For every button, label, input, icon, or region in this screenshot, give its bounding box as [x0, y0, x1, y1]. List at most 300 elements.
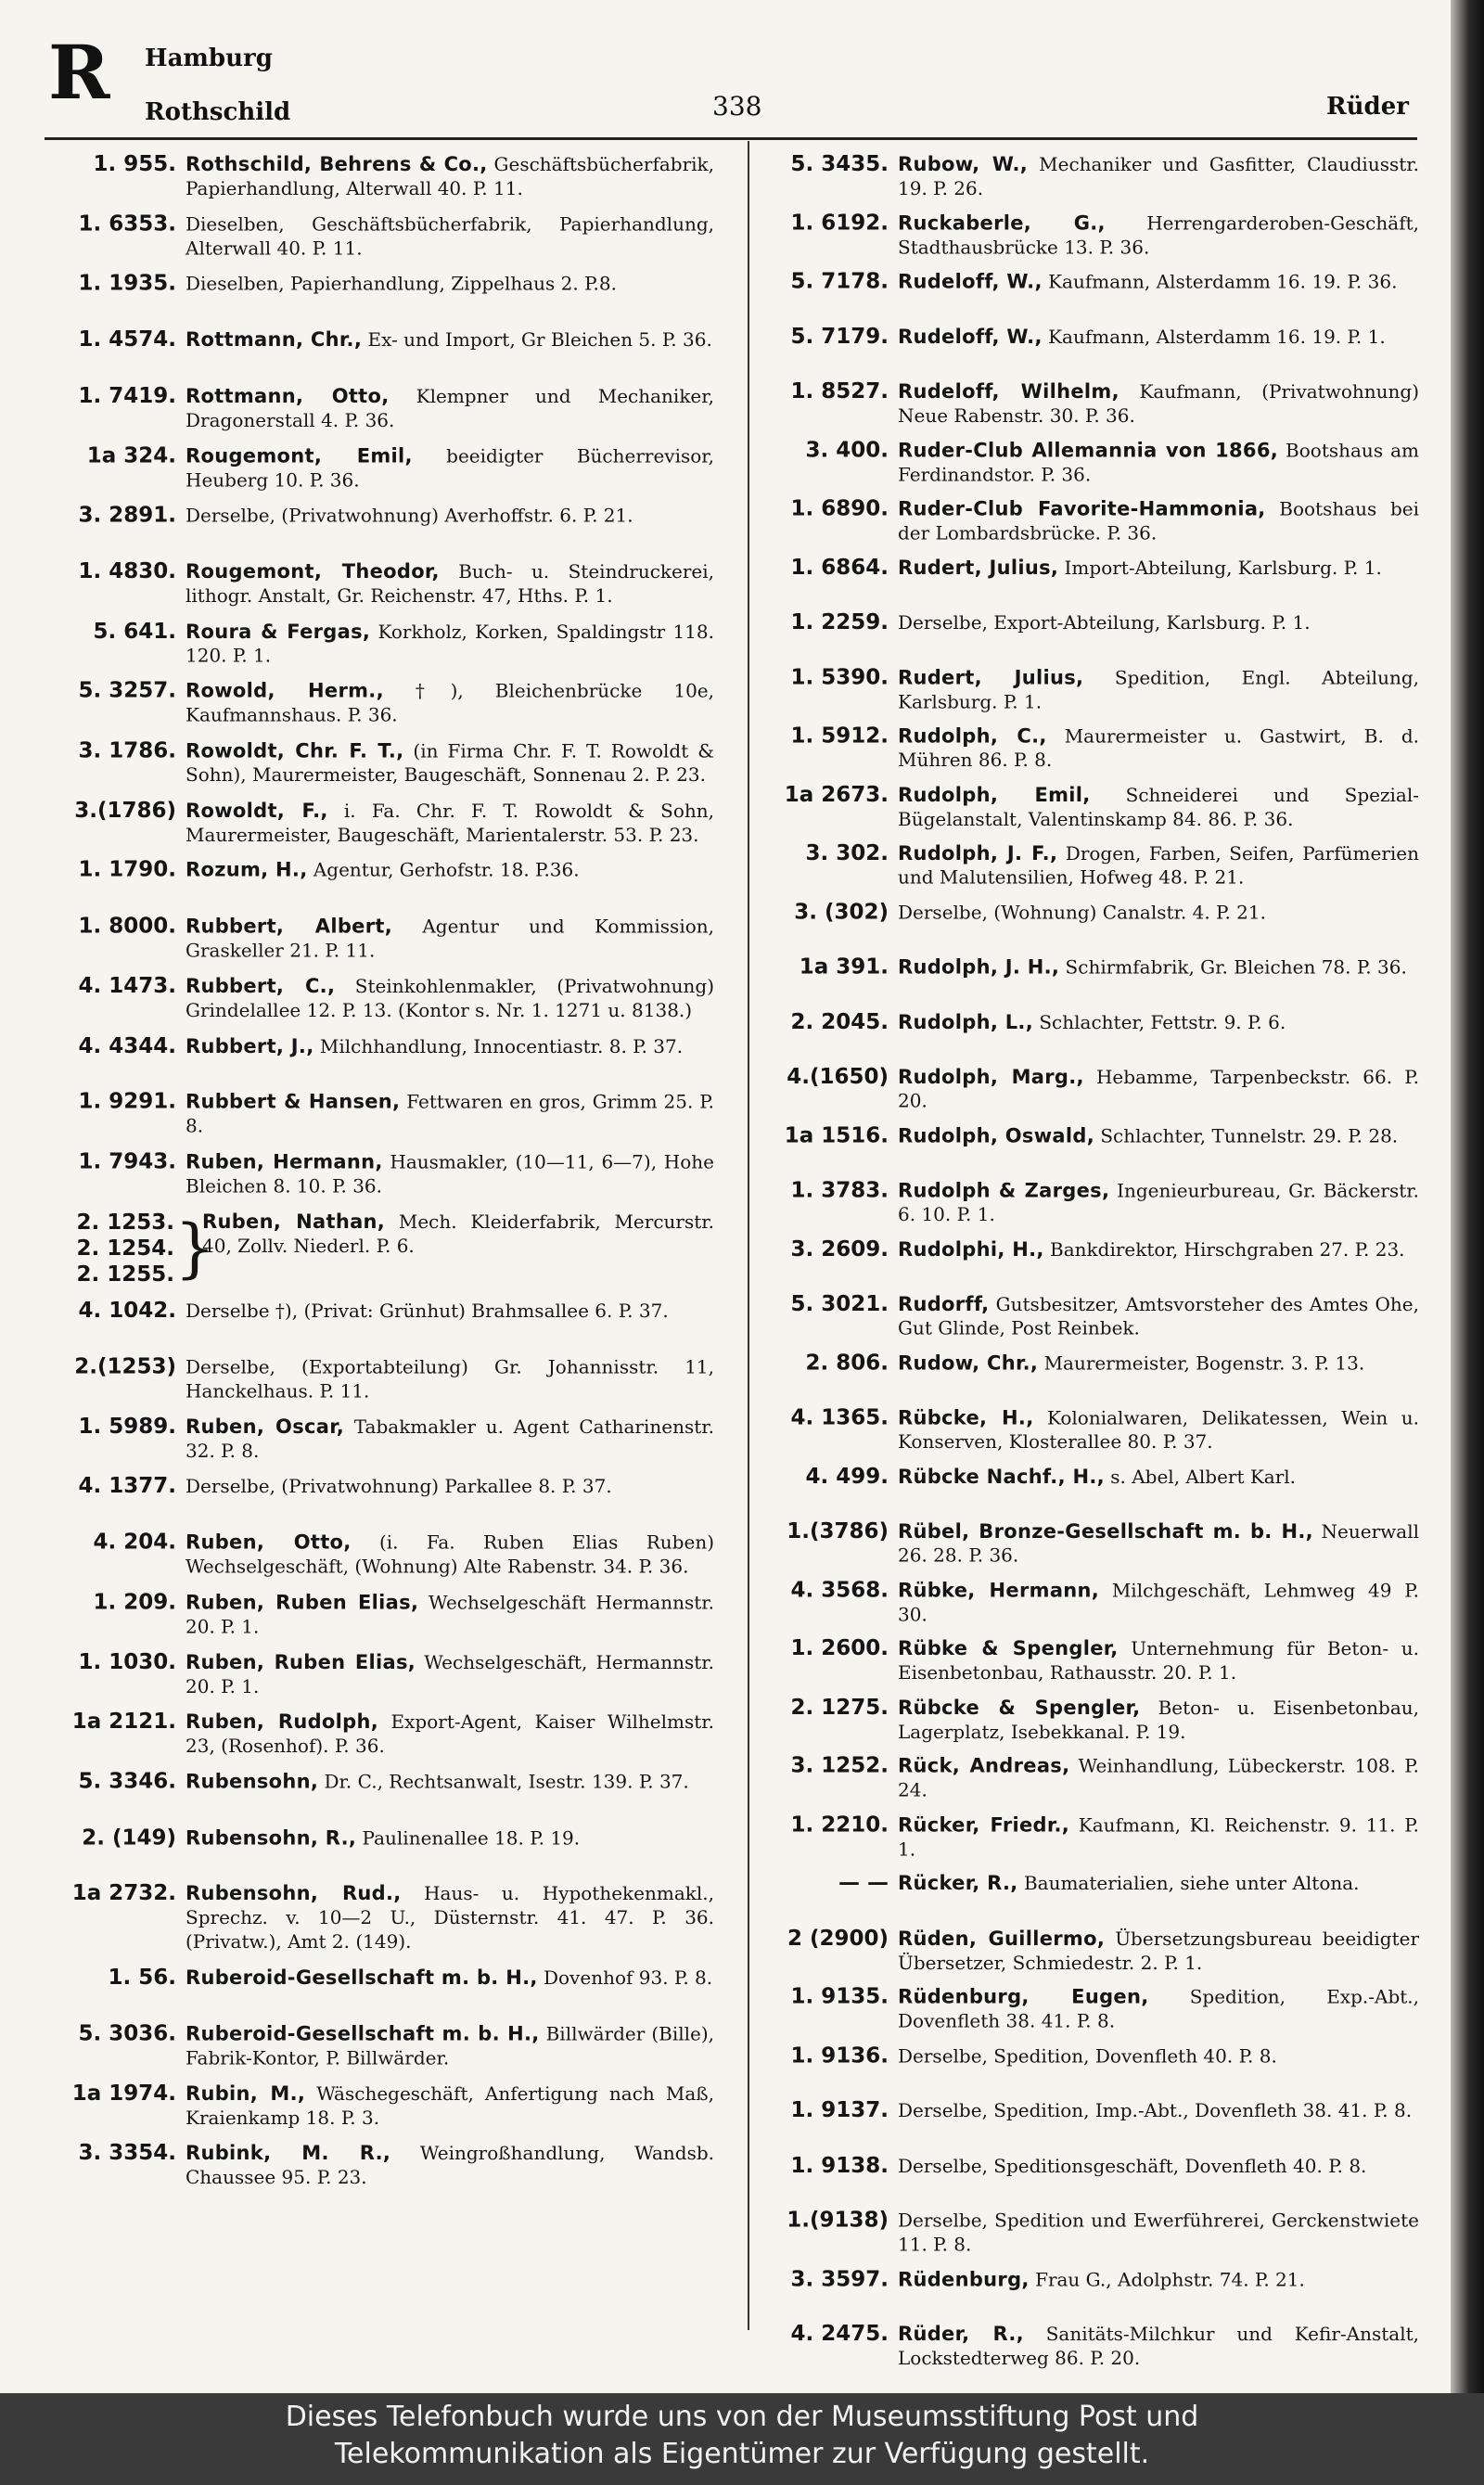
entry-text	[898, 1237, 1419, 1262]
directory-entry	[759, 841, 1419, 890]
subscriber-details: Herrengarderoben-Geschäft, Stadthausbrücke 13. P. 36.	[898, 211, 1419, 259]
entry-text	[898, 325, 1419, 349]
entry-text	[186, 1710, 714, 1758]
subscriber-name: Rudolph, Marg.,	[898, 1065, 1084, 1088]
phone-number: 1.(3786)	[787, 1518, 889, 1544]
subscriber-name: Rudolph, Emil,	[898, 783, 1091, 806]
directory-entry	[759, 1465, 1419, 1509]
entry-text	[898, 665, 1419, 713]
left-column	[46, 152, 714, 2378]
subscriber-name: Rubin, M.,	[186, 2082, 306, 2105]
subscriber-details: Frau G., Adolphstr. 74. P. 21.	[1035, 2267, 1305, 2290]
subscriber-details: i. Fa. Chr. F. T. Rowoldt & Sohn, Maurermeister, Baugeschäft, Marientalerstr. 53. P. 23.	[186, 799, 715, 846]
directory-entry	[46, 1299, 714, 1343]
phone-number: 4. 4344.	[78, 1033, 176, 1058]
subscriber-name: Ruckaberle, G.,	[898, 211, 1106, 235]
subscriber-name: Rothschild, Behrens & Co.,	[186, 152, 488, 175]
entry-text	[186, 1090, 714, 1138]
directory-entry	[759, 610, 1419, 655]
directory-entry	[759, 2043, 1419, 2088]
subscriber-details: Korkholz, Korken, Spaldingstr 118. 120. P. 1.	[186, 620, 714, 667]
entry-text	[186, 1415, 714, 1463]
directory-entry	[46, 858, 714, 903]
phone-number: 1. 5912.	[790, 724, 889, 749]
directory-entry	[46, 443, 714, 492]
subscriber-details: Wechselgeschäft Hermannstr. 20. P. 1.	[186, 1591, 714, 1638]
phone-number: 1. 6353.	[78, 211, 176, 237]
entry-text	[186, 1355, 714, 1403]
subscriber-details: Kaufmann, Alsterdamm 16. 19. P. 36.	[1048, 270, 1398, 293]
phone-number: 1. 4830.	[78, 559, 176, 583]
city-name: Hamburg	[145, 45, 273, 72]
subscriber-details: Ex- und Import, Gr Bleichen 5. P. 36.	[367, 328, 712, 352]
directory-entry	[759, 1351, 1419, 1395]
entry-text	[186, 974, 714, 1022]
subscriber-name: Rück, Andreas,	[898, 1754, 1070, 1777]
entry-text	[898, 1351, 1419, 1375]
entry-text	[186, 1531, 714, 1579]
phone-number: 1. 9291.	[78, 1090, 176, 1114]
directory-entry	[46, 620, 714, 668]
subscriber-details: Kaufmann, Alsterdamm 16. 19. P. 1.	[1048, 325, 1386, 348]
subscriber-details: Klempner und Mechaniker, Dragonerstall 4. P. 36.	[186, 384, 714, 431]
phone-number: 1a 324.	[86, 443, 176, 468]
subscriber-name: Rowoldt, F.,	[186, 799, 328, 822]
directory-entry	[759, 1123, 1419, 1168]
entry-text	[898, 1985, 1419, 2033]
entry-text	[898, 496, 1419, 544]
entry-text	[898, 1405, 1419, 1454]
directory-entry	[759, 1405, 1419, 1454]
entry-text	[186, 211, 714, 260]
subscriber-name: Ruben, Ruben Elias,	[186, 1591, 419, 1614]
directory-entry	[759, 2209, 1419, 2257]
subscriber-name: Rudeloff, W.,	[898, 270, 1043, 293]
entry-text	[186, 2021, 714, 2069]
entry-text	[186, 504, 714, 528]
subscriber-name: Ruben, Otto,	[186, 1531, 352, 1554]
phone-number: 1. 56.	[108, 1965, 176, 1990]
phone-number: 1. 9138.	[790, 2153, 889, 2178]
phone-number: 3. (302)	[794, 900, 889, 925]
subscriber-name: Rübke & Spengler,	[898, 1637, 1119, 1660]
subscriber-details: Drogen, Farben, Seifen, Parfümerien und Malutensilien, Hofweg 48. P. 21.	[898, 841, 1419, 889]
subscriber-name: Rübcke, H.,	[898, 1406, 1034, 1429]
subscriber-name: Rücker, Friedr.,	[898, 1813, 1070, 1836]
phone-number: 3.(1786)	[74, 798, 176, 823]
phone-number: 1. 8527.	[790, 378, 889, 403]
left-entry-list	[46, 152, 714, 1198]
subscriber-details: Wäschegeschäft, Anfertigung nach Maß, Kraienkamp 18. P. 3.	[186, 2082, 714, 2129]
directory-entry	[46, 974, 714, 1022]
page-header	[0, 0, 1447, 148]
subscriber-name: Rudert, Julius,	[898, 666, 1084, 689]
subscriber-details: Haus- u. Hypothekenmakl., Sprechz. v. 10—2 U., Düsternstr. 41. 47. P. 36. (Privatw.), Amt 2. (149).	[186, 1882, 714, 1953]
subscriber-details: Agentur, Gerhofstr. 18. P.36.	[313, 859, 580, 882]
directory-entry	[759, 379, 1419, 428]
subscriber-name: Ruder-Club Allemannia von 1866,	[898, 439, 1279, 462]
subscriber-name: Rubensohn, Rud.,	[186, 1882, 402, 1905]
right-column	[759, 152, 1419, 2378]
directory-entry	[759, 269, 1419, 314]
subscriber-name: Ruben, Oscar,	[186, 1415, 345, 1438]
phone-number: 3. 1786.	[78, 738, 176, 763]
subscriber-details: Dr. C., Rechtsanwalt, Isestr. 139. P. 37.	[324, 1770, 689, 1793]
phone-number: 4. 204.	[93, 1530, 176, 1555]
entry-text	[898, 438, 1419, 486]
right-entry-list	[759, 152, 1419, 2370]
entry-text	[186, 327, 714, 352]
subscriber-name: Rübke, Hermann,	[898, 1579, 1100, 1601]
subscriber-details: beeidigter Bücherrevisor, Heuberg 10. P. 36.	[186, 444, 715, 491]
entry-text	[186, 2082, 714, 2130]
directory-entry-group	[46, 1210, 714, 1287]
directory-entry	[46, 915, 714, 963]
subscriber-name: Rudolph, J. H.,	[898, 955, 1060, 979]
phone-number: 3. 2609.	[790, 1236, 889, 1262]
phone-number: 5. 7179.	[790, 324, 889, 349]
subscriber-details: Baumaterialien, siehe unter Altona.	[1023, 1872, 1360, 1895]
subscriber-details: Schirmfabrik, Gr. Bleichen 78. P. 36.	[1065, 955, 1407, 979]
subscriber-details: Dieselben, Papierhandlung, Zippelhaus 2. P.8.	[186, 272, 617, 295]
entry-text	[898, 1578, 1419, 1626]
entry-text	[186, 1590, 714, 1638]
entry-text	[898, 2322, 1419, 2370]
directory-entry	[46, 2082, 714, 2130]
directory-entry	[46, 679, 714, 727]
subscriber-name: Rudolph, C.,	[898, 724, 1047, 748]
phone-number: 1. 8000.	[78, 914, 176, 939]
subscriber-details: Weingroßhandlung, Wandsb. Chaussee 95. P. 23.	[186, 2142, 714, 2189]
subscriber-details: Schneiderei und Spezial-Bügelanstalt, Valentinskamp 84. 86. P. 36.	[898, 783, 1419, 830]
subscriber-details: Import-Abteilung, Karlsburg. P. 1.	[1064, 556, 1382, 579]
phone-number: — —	[838, 1871, 889, 1896]
entry-text	[186, 272, 714, 296]
entry-text	[898, 1465, 1419, 1489]
directory-entry	[759, 1927, 1419, 1975]
subscriber-name: Rudow, Chr.,	[898, 1351, 1039, 1375]
phone-number: 5. 3036.	[78, 2021, 176, 2046]
subscriber-details: Dieselben, Geschäftsbücherfabrik, Papierhandlung, Alterwall 40. P. 11.	[186, 212, 714, 260]
subscriber-details: (i. Fa. Ruben Elias Ruben) Wechselgeschäft, (Wohnung) Alte Rabenstr. 34. P. 36.	[186, 1531, 715, 1578]
entry-text	[186, 738, 714, 787]
entry-text	[202, 1210, 714, 1258]
phone-number: 1. 209.	[93, 1590, 176, 1615]
directory-entry	[759, 1813, 1419, 1861]
subscriber-name: Rubink, M. R.,	[186, 2142, 391, 2165]
phone-number: 4. 1473.	[78, 974, 176, 999]
phone-number: 5. 3257.	[78, 678, 176, 703]
directory-entry	[759, 496, 1419, 544]
phone-number: 1. 5989.	[78, 1415, 176, 1439]
directory-entry	[759, 1178, 1419, 1226]
subscriber-details: Derselbe, (Wohnung) Canalstr. 4. P. 21.	[898, 901, 1266, 924]
phone-number: 1. 2210.	[790, 1813, 889, 1837]
phone-number: 1a 1516.	[784, 1123, 889, 1148]
directory-entry	[759, 1636, 1419, 1684]
entry-text	[186, 1149, 714, 1198]
page-number: 338	[712, 91, 762, 122]
subscriber-details: Ingenieurbureau, Gr. Bäckerstr. 6. 10. P. 1.	[898, 1179, 1419, 1226]
subscriber-details: Export-Agent, Kaiser Wilhelmstr. 23, (Rosenhof). P. 36.	[186, 1710, 715, 1758]
entry-text	[898, 2209, 1419, 2257]
entry-text	[898, 610, 1419, 634]
subscriber-name: Rücker, R.,	[898, 1872, 1018, 1895]
phone-number: 1. 6192.	[790, 211, 889, 236]
directory-entry	[759, 2154, 1419, 2198]
column-divider	[748, 141, 749, 2330]
entry-text	[898, 1636, 1419, 1684]
subscriber-details: Schlachter, Fettstr. 9. P. 6.	[1039, 1010, 1286, 1033]
subscriber-name: Rubbert, Albert,	[186, 915, 392, 938]
entry-text	[898, 1123, 1419, 1147]
phone-number: 2. 2045.	[790, 1009, 889, 1034]
brace-glyph: }	[174, 1209, 216, 1286]
subscriber-name: Rüdenburg, Eugen,	[898, 1985, 1149, 2008]
phone-number: 1. 9136.	[790, 2043, 889, 2068]
phone-number: 5. 641.	[93, 619, 176, 644]
directory-entry	[759, 1292, 1419, 1340]
entry-text	[898, 1927, 1419, 1975]
subscriber-details: Milchgeschäft, Lehmweg 49 P. 30.	[898, 1579, 1419, 1625]
directory-entry	[46, 738, 714, 787]
phone-number: 2 (2900)	[787, 1926, 889, 1951]
subscriber-name: Ruberoid-Gesellschaft m. b. H.,	[186, 2022, 540, 2045]
directory-entry	[46, 1882, 714, 1954]
phone-number: 1. 1030.	[78, 1649, 176, 1674]
left-entry-list	[46, 1299, 714, 2189]
entry-text	[898, 900, 1419, 924]
directory-entry	[46, 1475, 714, 1519]
phone-number: 1a 391.	[799, 954, 889, 980]
subscriber-details: Beton- u. Eisenbetonbau, Lagerplatz, Isebekkanal. P. 19.	[898, 1696, 1420, 1743]
directory-entry	[46, 327, 714, 372]
subscriber-name: Ruben, Rudolph,	[186, 1710, 379, 1734]
entry-text	[186, 858, 714, 882]
subscriber-details: Derselbe, Spedition, Imp.-Abt., Dovenfleth 38. 41. P. 8.	[898, 2099, 1413, 2122]
phone-number: 2. 1253.	[76, 1210, 174, 1235]
phone-number: 1.(9138)	[787, 2208, 889, 2233]
directory-entry	[759, 954, 1419, 999]
directory-entry	[759, 1237, 1419, 1282]
subscriber-details: Hebamme, Tarpenbeckstr. 66. P. 20.	[898, 1065, 1419, 1112]
subscriber-name: Ruben, Nathan,	[202, 1210, 386, 1233]
subscriber-name: Rubensohn,	[186, 1770, 319, 1793]
header-rule	[45, 137, 1417, 140]
phone-number: 1a 1974.	[71, 2081, 176, 2106]
phone-number: 2. (149)	[82, 1825, 176, 1851]
subscriber-name: Rudolphi, H.,	[898, 1237, 1044, 1261]
subscriber-name: Rozum, H.,	[186, 859, 308, 882]
entry-text	[186, 2141, 714, 2189]
subscriber-details: Hausmakler, (10—11, 6—7), Hohe Bleichen 8. 10. P. 36.	[186, 1150, 714, 1198]
phone-number: 1. 6890.	[790, 496, 889, 521]
subscriber-name: Rudolph, L.,	[898, 1010, 1033, 1033]
subscriber-name: Rüder, R.,	[898, 2323, 1024, 2346]
subscriber-details: Buch- u. Steindruckerei, lithogr. Anstalt, Gr. Reichenstr. 47, Hths. P. 1.	[186, 560, 715, 607]
directory-entry	[46, 1355, 714, 1403]
subscriber-name: Ruben, Ruben Elias,	[186, 1650, 416, 1673]
subscriber-details: Kaufmann, Kl. Reichenstr. 9. 11. P. 1.	[898, 1813, 1419, 1860]
subscriber-details: †), Bleichenbrücke 10e, Kaufmannshaus. P. 36.	[186, 679, 714, 726]
phone-number: 4.(1650)	[787, 1064, 889, 1089]
subscriber-details: Derselbe, (Privatwohnung) Parkallee 8. P. 37.	[186, 1475, 612, 1498]
section-letter: R	[48, 29, 110, 116]
directory-entry	[46, 1590, 714, 1638]
directory-entry	[46, 799, 714, 847]
subscriber-details: Spedition, Engl. Abteilung, Karlsburg. P. 1.	[898, 666, 1419, 712]
directory-entry	[46, 1034, 714, 1079]
directory-entry	[46, 272, 714, 316]
directory-entry	[759, 1985, 1419, 2033]
subscriber-name: Rottmann, Otto,	[186, 384, 390, 407]
phone-number: 1. 2600.	[790, 1636, 889, 1661]
subscriber-name: Rudorff,	[898, 1292, 990, 1315]
subscriber-details: Übersetzungsbureau beeidigter Übersetzer, Schmiedestr. 2. P. 1.	[898, 1927, 1420, 1974]
entry-text	[898, 1178, 1419, 1226]
entry-text	[898, 954, 1419, 979]
subscriber-details: Derselbe, (Privatwohnung) Averhoffstr. 6. P. 21.	[186, 504, 633, 527]
directory-entry	[759, 1871, 1419, 1915]
directory-entry	[46, 1966, 714, 2010]
phone-number: 1. 7943.	[78, 1149, 176, 1174]
entry-text	[186, 1770, 714, 1794]
range-end-name: Rüder	[1326, 93, 1409, 121]
directory-entry	[46, 2141, 714, 2189]
subscriber-details: Weinhandlung, Lübeckerstr. 108. P. 24.	[898, 1754, 1419, 1801]
subscriber-details: Billwärder (Bille), Fabrik-Kontor, P. Billwärder.	[186, 2022, 714, 2069]
entry-text	[898, 2267, 1419, 2291]
phone-number: 1. 1935.	[78, 271, 176, 296]
phone-number: 1. 5390.	[790, 665, 889, 690]
directory-entry	[46, 1770, 714, 1814]
footer-line: Dieses Telefonbuch wurde uns von der Museumsstiftung Post und	[285, 2401, 1199, 2433]
entry-text	[186, 1966, 714, 1990]
directory-entry	[759, 1519, 1419, 1568]
phone-number: 1a 2732.	[71, 1881, 176, 1906]
phone-number: 4. 499.	[805, 1464, 889, 1489]
entry-text	[898, 1065, 1419, 1113]
entry-text	[898, 211, 1419, 259]
subscriber-details: Mechaniker und Gasfitter, Claudiusstr. 19. P. 26.	[898, 152, 1419, 199]
subscriber-name: Rudeloff, W.,	[898, 325, 1043, 348]
subscriber-details: Derselbe, Spedition und Ewerführerei, Gerckenstwiete 11. P. 8.	[898, 2209, 1419, 2256]
directory-entry	[759, 2098, 1419, 2143]
subscriber-details: Tabakmakler u. Agent Catharinenstr. 32. P. 8.	[186, 1415, 714, 1462]
directory-entry	[46, 559, 714, 608]
subscriber-details: Mech. Kleiderfabrik, Mercurstr. 40, Zollv. Niederl. P. 6.	[202, 1210, 714, 1257]
phone-number: 1. 9135.	[790, 1984, 889, 2009]
subscriber-name: Rübel, Bronze-Gesellschaft m. b. H.,	[898, 1519, 1313, 1543]
phone-number: 1. 2259.	[790, 609, 889, 634]
entry-text	[898, 2098, 1419, 2122]
entry-text	[186, 620, 714, 668]
subscriber-details: Derselbe, Export-Abteilung, Karlsburg. P. 1.	[898, 610, 1311, 634]
phone-number: 1a 2121.	[71, 1710, 176, 1735]
footer-line: Telekommunikation als Eigentümer zur Verfügung gestellt.	[334, 2438, 1150, 2470]
entry-text	[898, 152, 1419, 200]
entry-text	[898, 783, 1419, 831]
phone-number: 3. 400.	[805, 438, 889, 463]
phone-number: 3. 2891.	[78, 503, 176, 528]
entry-text	[186, 1650, 714, 1698]
subscriber-name: Rubbert, C.,	[186, 975, 336, 998]
phone-number: 2.(1253)	[74, 1354, 176, 1379]
phone-number: 1. 4574.	[78, 327, 176, 352]
entry-text	[186, 799, 714, 847]
subscriber-details: Steinkohlenmakler, (Privatwohnung) Grindelallee 12. P. 13. (Kontor s. Nr. 1. 1271 u. 8138.)	[186, 975, 714, 1021]
directory-entry	[46, 1531, 714, 1579]
subscriber-name: Rottmann, Chr.,	[186, 328, 363, 352]
entry-text	[186, 1825, 714, 1850]
directory-entry	[759, 325, 1419, 369]
entry-text	[898, 841, 1419, 890]
subscriber-name: Rubbert, J.,	[186, 1034, 314, 1057]
subscriber-details: Sanitäts-Milchkur und Kefir-Anstalt, Lockstedterweg 86. P. 20.	[898, 2323, 1419, 2370]
entry-text	[898, 1292, 1419, 1340]
subscriber-name: Rudolph, Oswald,	[898, 1124, 1094, 1147]
entry-text	[898, 1754, 1419, 1802]
directory-entry	[759, 665, 1419, 713]
entry-text	[186, 152, 714, 200]
subscriber-details: Kolonialwaren, Delikatessen, Wein u. Konserven, Klosterallee 80. P. 37.	[898, 1406, 1419, 1454]
phone-number: 5. 3435.	[790, 152, 889, 176]
directory-entry	[759, 1010, 1419, 1055]
entry-text	[186, 559, 714, 608]
phone-number: 3. 302.	[805, 840, 889, 865]
subscriber-details: Derselbe, (Exportabteilung) Gr. Johannisstr. 11, Hanckelhaus. P. 11.	[186, 1355, 714, 1403]
directory-entry	[759, 783, 1419, 831]
entry-text	[186, 1299, 714, 1323]
subscriber-name: Ruberoid-Gesellschaft m. b. H.,	[186, 1966, 538, 1989]
subscriber-name: Rübcke Nachf., H.,	[898, 1465, 1105, 1488]
phone-number: 1. 6864.	[790, 555, 889, 580]
subscriber-details: Derselbe, Spedition, Dovenfleth 40. P. 8.	[898, 2044, 1277, 2067]
subscriber-details: Maurermeister u. Gastwirt, B. d. Mühren 86. P. 8.	[898, 724, 1419, 772]
phone-number: 5. 3021.	[790, 1291, 889, 1316]
phone-number: 2. 806.	[805, 1351, 889, 1376]
subscriber-name: Rubensohn, R.,	[186, 1826, 357, 1850]
directory-entry	[759, 2322, 1419, 2370]
directory-entry	[759, 900, 1419, 944]
subscriber-details: Derselbe, Speditionsgeschäft, Dovenfleth 40. P. 8.	[898, 2154, 1367, 2177]
subscriber-details: s. Abel, Albert Karl.	[1110, 1465, 1297, 1488]
directory-entry	[759, 211, 1419, 259]
entry-text	[898, 269, 1419, 293]
entry-text	[186, 1034, 714, 1058]
range-start-name: Rothschild	[145, 98, 291, 126]
directory-entry	[46, 2021, 714, 2069]
subscriber-details: Geschäftsbücherfabrik, Papierhandlung, Alterwall 40. P. 11.	[186, 152, 715, 199]
entry-text	[898, 2154, 1419, 2178]
entry-text	[898, 1519, 1419, 1568]
subscriber-name: Rowoldt, Chr. F. T.,	[186, 739, 404, 762]
phone-number: 1. 9137.	[790, 2098, 889, 2123]
subscriber-details: Bootshaus bei der Lombardsbrücke. P. 36.	[898, 497, 1420, 544]
entry-text	[898, 1010, 1419, 1034]
entry-text	[898, 724, 1419, 772]
directory-entry	[46, 504, 714, 548]
subscriber-name: Rudeloff, Wilhelm,	[898, 379, 1119, 403]
directory-entry	[46, 211, 714, 260]
subscriber-details: Unternehmung für Beton- u. Eisenbetonbau, Rathausstr. 20. P. 1.	[898, 1637, 1420, 1684]
phone-number-group	[46, 1210, 174, 1287]
subscriber-name: Ruder-Club Favorite-Hammonia,	[898, 497, 1266, 520]
directory-entry	[46, 1650, 714, 1698]
phone-number: 1. 955.	[93, 152, 176, 176]
subscriber-name: Rüden, Guillermo,	[898, 1927, 1106, 1950]
directory-entry	[759, 1696, 1419, 1744]
